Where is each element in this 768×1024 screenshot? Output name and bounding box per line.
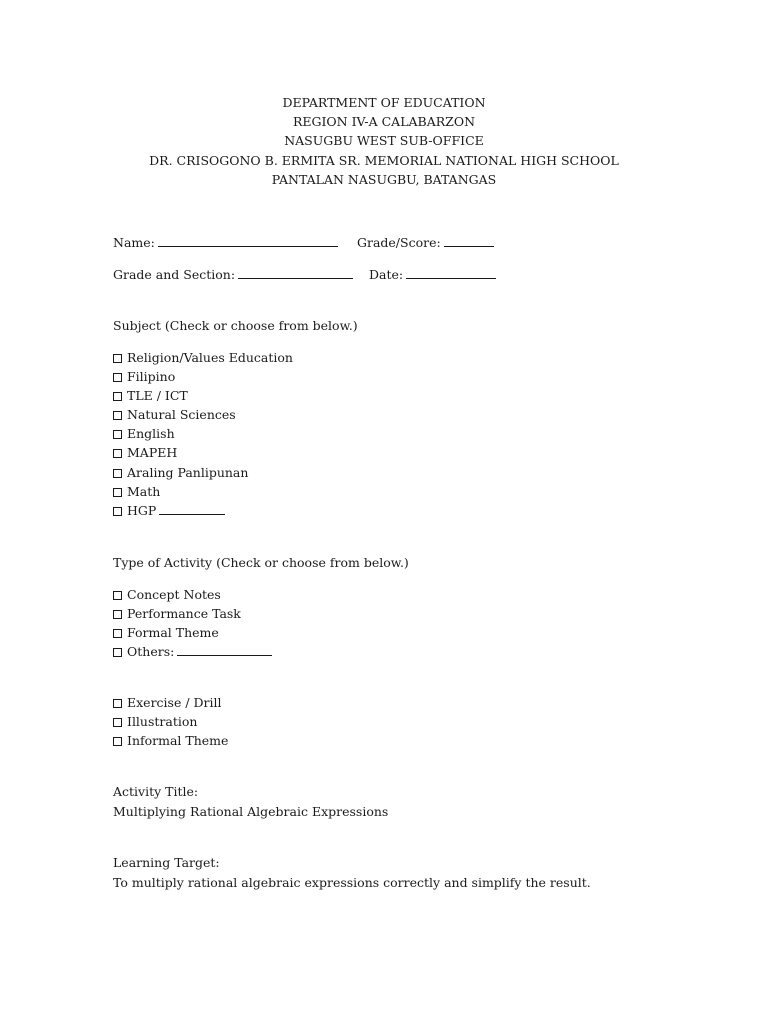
activity-type-list-2 — [113, 693, 228, 750]
checkbox-icon[interactable] — [113, 718, 122, 727]
checkbox-icon[interactable] — [113, 373, 122, 382]
subject-item[interactable]: English — [113, 424, 293, 443]
subject-item-hgp[interactable]: HGP — [113, 501, 293, 520]
grade-score-blank[interactable] — [444, 235, 494, 247]
learning-target-label: Learning Target: — [113, 855, 220, 870]
activity-type-list-1 — [113, 585, 272, 661]
grade-section-blank[interactable] — [238, 267, 353, 279]
grade-section-field — [113, 265, 353, 284]
learning-target-value: To multiply rational algebraic expressions correctly and simplify the result. — [113, 875, 591, 890]
activity-type-item-others[interactable]: Others: — [113, 642, 272, 661]
date-field — [369, 265, 496, 284]
hgp-blank[interactable] — [159, 503, 225, 515]
checkbox-icon[interactable] — [113, 488, 122, 497]
checkbox-icon[interactable] — [113, 449, 122, 458]
subject-item[interactable]: MAPEH — [113, 443, 293, 462]
name-label: Name: — [113, 235, 155, 250]
header-address: PANTALAN NASUGBU, BATANGAS — [271, 171, 497, 187]
subject-item[interactable]: Filipino — [113, 367, 293, 386]
checkbox-icon[interactable] — [113, 648, 122, 657]
activity-type-item[interactable]: Informal Theme — [113, 731, 228, 750]
checkbox-icon[interactable] — [113, 737, 122, 746]
others-blank[interactable] — [177, 644, 272, 656]
activity-title-label: Activity Title: — [113, 784, 199, 799]
activity-type-item[interactable]: Performance Task — [113, 604, 272, 623]
activity-type-item[interactable]: Illustration — [113, 712, 228, 731]
activity-type-item[interactable]: Formal Theme — [113, 623, 272, 642]
checkbox-icon[interactable] — [113, 610, 122, 619]
checkbox-icon[interactable] — [113, 411, 122, 420]
subject-item[interactable]: Religion/Values Education — [113, 348, 293, 367]
checkbox-icon[interactable] — [113, 354, 122, 363]
subject-item[interactable]: Math — [113, 482, 293, 501]
subject-item[interactable]: Natural Sciences — [113, 405, 293, 424]
subject-item[interactable]: TLE / ICT — [113, 386, 293, 405]
checkbox-icon[interactable] — [113, 591, 122, 600]
date-label: Date: — [369, 267, 404, 282]
grade-section-label: Grade and Section: — [113, 267, 236, 282]
checkbox-icon[interactable] — [113, 629, 122, 638]
subject-list — [113, 348, 293, 520]
date-blank[interactable] — [406, 267, 496, 279]
school-header — [0, 93, 768, 189]
name-blank[interactable] — [158, 235, 338, 247]
checkbox-icon[interactable] — [113, 699, 122, 708]
name-field — [113, 233, 338, 252]
activity-type-heading: Type of Activity (Check or choose from below.) — [113, 555, 409, 570]
header-sub-office: NASUGBU WEST SUB-OFFICE — [284, 133, 484, 149]
checkbox-icon[interactable] — [113, 430, 122, 439]
activity-title-value: Multiplying Rational Algebraic Expressions — [113, 804, 389, 819]
header-department: DEPARTMENT OF EDUCATION — [282, 95, 486, 110]
activity-type-item[interactable]: Exercise / Drill — [113, 693, 228, 712]
activity-type-item[interactable]: Concept Notes — [113, 585, 272, 604]
subject-item[interactable]: Araling Panlipunan — [113, 463, 293, 482]
grade-score-label: Grade/Score: — [357, 235, 441, 250]
header-school-name: DR. CRISOGONO B. ERMITA SR. MEMORIAL NATIONAL HIGH SCHOOL — [149, 152, 619, 168]
checkbox-icon[interactable] — [113, 469, 122, 478]
grade-score-field — [357, 233, 494, 252]
checkbox-icon[interactable] — [113, 392, 122, 401]
checkbox-icon[interactable] — [113, 507, 122, 516]
subject-heading: Subject (Check or choose from below.) — [113, 318, 358, 333]
header-region: REGION IV-A CALABARZON — [292, 114, 476, 130]
